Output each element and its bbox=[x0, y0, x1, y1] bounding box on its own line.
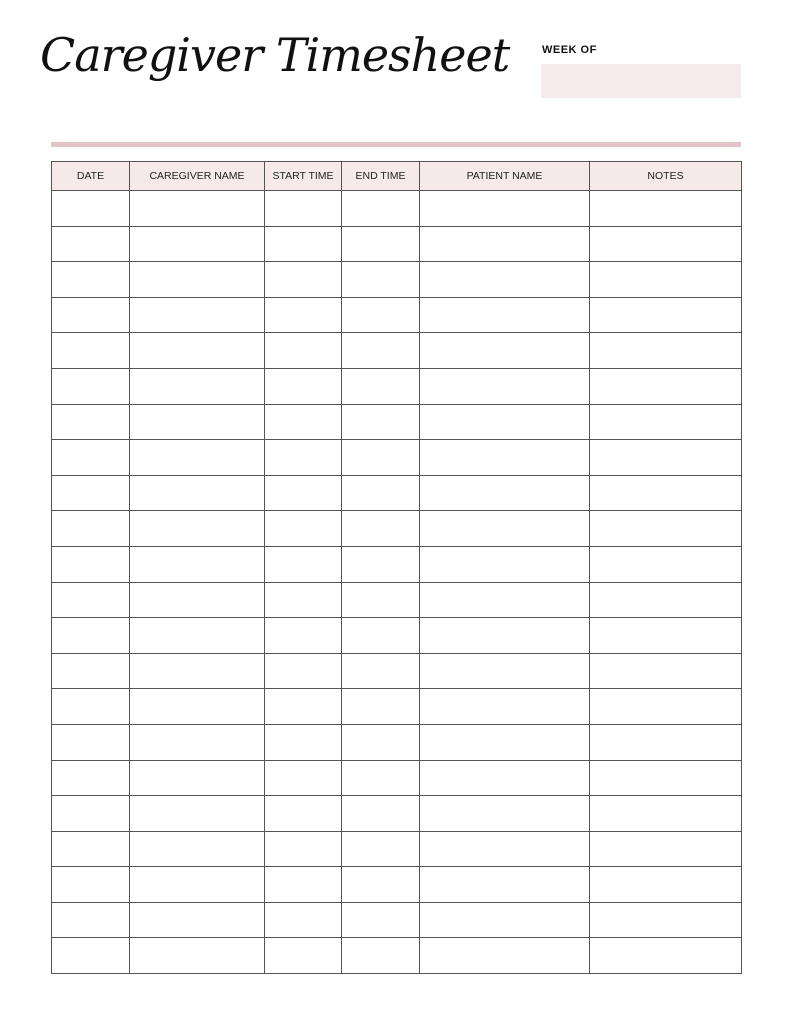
notes-cell[interactable] bbox=[590, 689, 742, 725]
table-row bbox=[52, 404, 742, 440]
end-time-cell[interactable] bbox=[342, 831, 420, 867]
end-time-cell[interactable] bbox=[342, 938, 420, 974]
start-time-cell[interactable] bbox=[265, 938, 342, 974]
table-row bbox=[52, 796, 742, 832]
patient-name-cell[interactable] bbox=[420, 689, 590, 725]
caregiver-name-cell[interactable] bbox=[130, 618, 265, 654]
patient-name-cell[interactable] bbox=[420, 902, 590, 938]
notes-cell[interactable] bbox=[590, 653, 742, 689]
caregiver-name-cell[interactable] bbox=[130, 297, 265, 333]
start-time-cell[interactable] bbox=[265, 796, 342, 832]
caregiver-name-cell[interactable] bbox=[130, 760, 265, 796]
notes-cell[interactable] bbox=[590, 582, 742, 618]
end-time-cell[interactable] bbox=[342, 368, 420, 404]
table-row bbox=[52, 368, 742, 404]
notes-cell[interactable] bbox=[590, 796, 742, 832]
date-cell[interactable] bbox=[52, 689, 130, 725]
table-row bbox=[52, 760, 742, 796]
start-time-cell[interactable] bbox=[265, 582, 342, 618]
notes-cell[interactable] bbox=[590, 404, 742, 440]
patient-name-cell[interactable] bbox=[420, 475, 590, 511]
column-header-end-time: END TIME bbox=[342, 162, 420, 191]
start-time-cell[interactable] bbox=[265, 760, 342, 796]
patient-name-cell[interactable] bbox=[420, 831, 590, 867]
caregiver-name-cell[interactable] bbox=[130, 262, 265, 298]
end-time-cell[interactable] bbox=[342, 546, 420, 582]
date-cell[interactable] bbox=[52, 546, 130, 582]
table-row bbox=[52, 333, 742, 369]
notes-cell[interactable] bbox=[590, 262, 742, 298]
caregiver-name-cell[interactable] bbox=[130, 867, 265, 903]
table-row bbox=[52, 902, 742, 938]
date-cell[interactable] bbox=[52, 404, 130, 440]
start-time-cell[interactable] bbox=[265, 724, 342, 760]
table-row bbox=[52, 226, 742, 262]
patient-name-cell[interactable] bbox=[420, 582, 590, 618]
end-time-cell[interactable] bbox=[342, 724, 420, 760]
table-header-row bbox=[52, 162, 742, 191]
end-time-cell[interactable] bbox=[342, 796, 420, 832]
patient-name-cell[interactable] bbox=[420, 226, 590, 262]
end-time-cell[interactable] bbox=[342, 191, 420, 227]
patient-name-cell[interactable] bbox=[420, 440, 590, 476]
start-time-cell[interactable] bbox=[265, 902, 342, 938]
patient-name-cell[interactable] bbox=[420, 618, 590, 654]
start-time-cell[interactable] bbox=[265, 191, 342, 227]
patient-name-cell[interactable] bbox=[420, 404, 590, 440]
caregiver-name-cell[interactable] bbox=[130, 404, 265, 440]
caregiver-name-cell[interactable] bbox=[130, 689, 265, 725]
caregiver-name-cell[interactable] bbox=[130, 546, 265, 582]
end-time-cell[interactable] bbox=[342, 404, 420, 440]
table-row bbox=[52, 511, 742, 547]
start-time-cell[interactable] bbox=[265, 867, 342, 903]
end-time-cell[interactable] bbox=[342, 618, 420, 654]
patient-name-cell[interactable] bbox=[420, 653, 590, 689]
end-time-cell[interactable] bbox=[342, 902, 420, 938]
notes-cell[interactable] bbox=[590, 867, 742, 903]
table-row bbox=[52, 191, 742, 227]
date-cell[interactable] bbox=[52, 653, 130, 689]
column-header-patient-name: PATIENT NAME bbox=[420, 162, 590, 191]
start-time-cell[interactable] bbox=[265, 297, 342, 333]
notes-cell[interactable] bbox=[590, 511, 742, 547]
page-title: Caregiver Timesheet bbox=[40, 28, 510, 82]
notes-cell[interactable] bbox=[590, 831, 742, 867]
start-time-cell[interactable] bbox=[265, 368, 342, 404]
caregiver-name-cell[interactable] bbox=[130, 796, 265, 832]
table-row bbox=[52, 546, 742, 582]
patient-name-cell[interactable] bbox=[420, 368, 590, 404]
timesheet-table bbox=[51, 161, 742, 974]
date-cell[interactable] bbox=[52, 724, 130, 760]
table-row bbox=[52, 582, 742, 618]
start-time-cell[interactable] bbox=[265, 333, 342, 369]
end-time-cell[interactable] bbox=[342, 582, 420, 618]
end-time-cell[interactable] bbox=[342, 653, 420, 689]
notes-cell[interactable] bbox=[590, 902, 742, 938]
caregiver-name-cell[interactable] bbox=[130, 511, 265, 547]
table-row bbox=[52, 831, 742, 867]
end-time-cell[interactable] bbox=[342, 475, 420, 511]
caregiver-name-cell[interactable] bbox=[130, 368, 265, 404]
date-cell[interactable] bbox=[52, 582, 130, 618]
patient-name-cell[interactable] bbox=[420, 262, 590, 298]
table-row bbox=[52, 262, 742, 298]
start-time-cell[interactable] bbox=[265, 475, 342, 511]
column-header-caregiver-name: CAREGIVER NAME bbox=[130, 162, 265, 191]
caregiver-name-cell[interactable] bbox=[130, 724, 265, 760]
caregiver-name-cell[interactable] bbox=[130, 582, 265, 618]
patient-name-cell[interactable] bbox=[420, 867, 590, 903]
notes-cell[interactable] bbox=[590, 724, 742, 760]
start-time-cell[interactable] bbox=[265, 546, 342, 582]
table-row bbox=[52, 618, 742, 654]
date-cell[interactable] bbox=[52, 511, 130, 547]
date-cell[interactable] bbox=[52, 297, 130, 333]
start-time-cell[interactable] bbox=[265, 226, 342, 262]
notes-cell[interactable] bbox=[590, 760, 742, 796]
start-time-cell[interactable] bbox=[265, 689, 342, 725]
end-time-cell[interactable] bbox=[342, 867, 420, 903]
table-row bbox=[52, 440, 742, 476]
notes-cell[interactable] bbox=[590, 191, 742, 227]
date-cell[interactable] bbox=[52, 191, 130, 227]
date-cell[interactable] bbox=[52, 760, 130, 796]
caregiver-name-cell[interactable] bbox=[130, 226, 265, 262]
date-cell[interactable] bbox=[52, 831, 130, 867]
end-time-cell[interactable] bbox=[342, 689, 420, 725]
patient-name-cell[interactable] bbox=[420, 760, 590, 796]
table-row bbox=[52, 724, 742, 760]
end-time-cell[interactable] bbox=[342, 297, 420, 333]
notes-cell[interactable] bbox=[590, 618, 742, 654]
end-time-cell[interactable] bbox=[342, 440, 420, 476]
date-cell[interactable] bbox=[52, 796, 130, 832]
patient-name-cell[interactable] bbox=[420, 297, 590, 333]
notes-cell[interactable] bbox=[590, 333, 742, 369]
notes-cell[interactable] bbox=[590, 546, 742, 582]
date-cell[interactable] bbox=[52, 475, 130, 511]
patient-name-cell[interactable] bbox=[420, 546, 590, 582]
start-time-cell[interactable] bbox=[265, 404, 342, 440]
week-of-label: WEEK OF bbox=[542, 44, 597, 56]
column-header-date: DATE bbox=[52, 162, 130, 191]
patient-name-cell[interactable] bbox=[420, 938, 590, 974]
caregiver-name-cell[interactable] bbox=[130, 440, 265, 476]
date-cell[interactable] bbox=[52, 938, 130, 974]
caregiver-name-cell[interactable] bbox=[130, 653, 265, 689]
column-header-start-time: START TIME bbox=[265, 162, 342, 191]
caregiver-name-cell[interactable] bbox=[130, 902, 265, 938]
start-time-cell[interactable] bbox=[265, 262, 342, 298]
end-time-cell[interactable] bbox=[342, 226, 420, 262]
table-row bbox=[52, 867, 742, 903]
date-cell[interactable] bbox=[52, 226, 130, 262]
end-time-cell[interactable] bbox=[342, 511, 420, 547]
notes-cell[interactable] bbox=[590, 226, 742, 262]
table-row bbox=[52, 689, 742, 725]
date-cell[interactable] bbox=[52, 368, 130, 404]
caregiver-name-cell[interactable] bbox=[130, 475, 265, 511]
table-row bbox=[52, 938, 742, 974]
column-header-notes: NOTES bbox=[590, 162, 742, 191]
start-time-cell[interactable] bbox=[265, 831, 342, 867]
notes-cell[interactable] bbox=[590, 475, 742, 511]
caregiver-name-cell[interactable] bbox=[130, 938, 265, 974]
notes-cell[interactable] bbox=[590, 440, 742, 476]
patient-name-cell[interactable] bbox=[420, 796, 590, 832]
date-cell[interactable] bbox=[52, 440, 130, 476]
date-cell[interactable] bbox=[52, 902, 130, 938]
start-time-cell[interactable] bbox=[265, 653, 342, 689]
date-cell[interactable] bbox=[52, 618, 130, 654]
patient-name-cell[interactable] bbox=[420, 191, 590, 227]
caregiver-name-cell[interactable] bbox=[130, 831, 265, 867]
table-row bbox=[52, 297, 742, 333]
table-row bbox=[52, 475, 742, 511]
end-time-cell[interactable] bbox=[342, 262, 420, 298]
start-time-cell[interactable] bbox=[265, 618, 342, 654]
patient-name-cell[interactable] bbox=[420, 333, 590, 369]
caregiver-name-cell[interactable] bbox=[130, 191, 265, 227]
date-cell[interactable] bbox=[52, 262, 130, 298]
notes-cell[interactable] bbox=[590, 368, 742, 404]
patient-name-cell[interactable] bbox=[420, 511, 590, 547]
notes-cell[interactable] bbox=[590, 938, 742, 974]
week-of-field[interactable] bbox=[541, 64, 741, 98]
end-time-cell[interactable] bbox=[342, 760, 420, 796]
end-time-cell[interactable] bbox=[342, 333, 420, 369]
divider-bar bbox=[51, 142, 741, 147]
date-cell[interactable] bbox=[52, 867, 130, 903]
start-time-cell[interactable] bbox=[265, 511, 342, 547]
table-row bbox=[52, 653, 742, 689]
patient-name-cell[interactable] bbox=[420, 724, 590, 760]
start-time-cell[interactable] bbox=[265, 440, 342, 476]
caregiver-name-cell[interactable] bbox=[130, 333, 265, 369]
date-cell[interactable] bbox=[52, 333, 130, 369]
notes-cell[interactable] bbox=[590, 297, 742, 333]
